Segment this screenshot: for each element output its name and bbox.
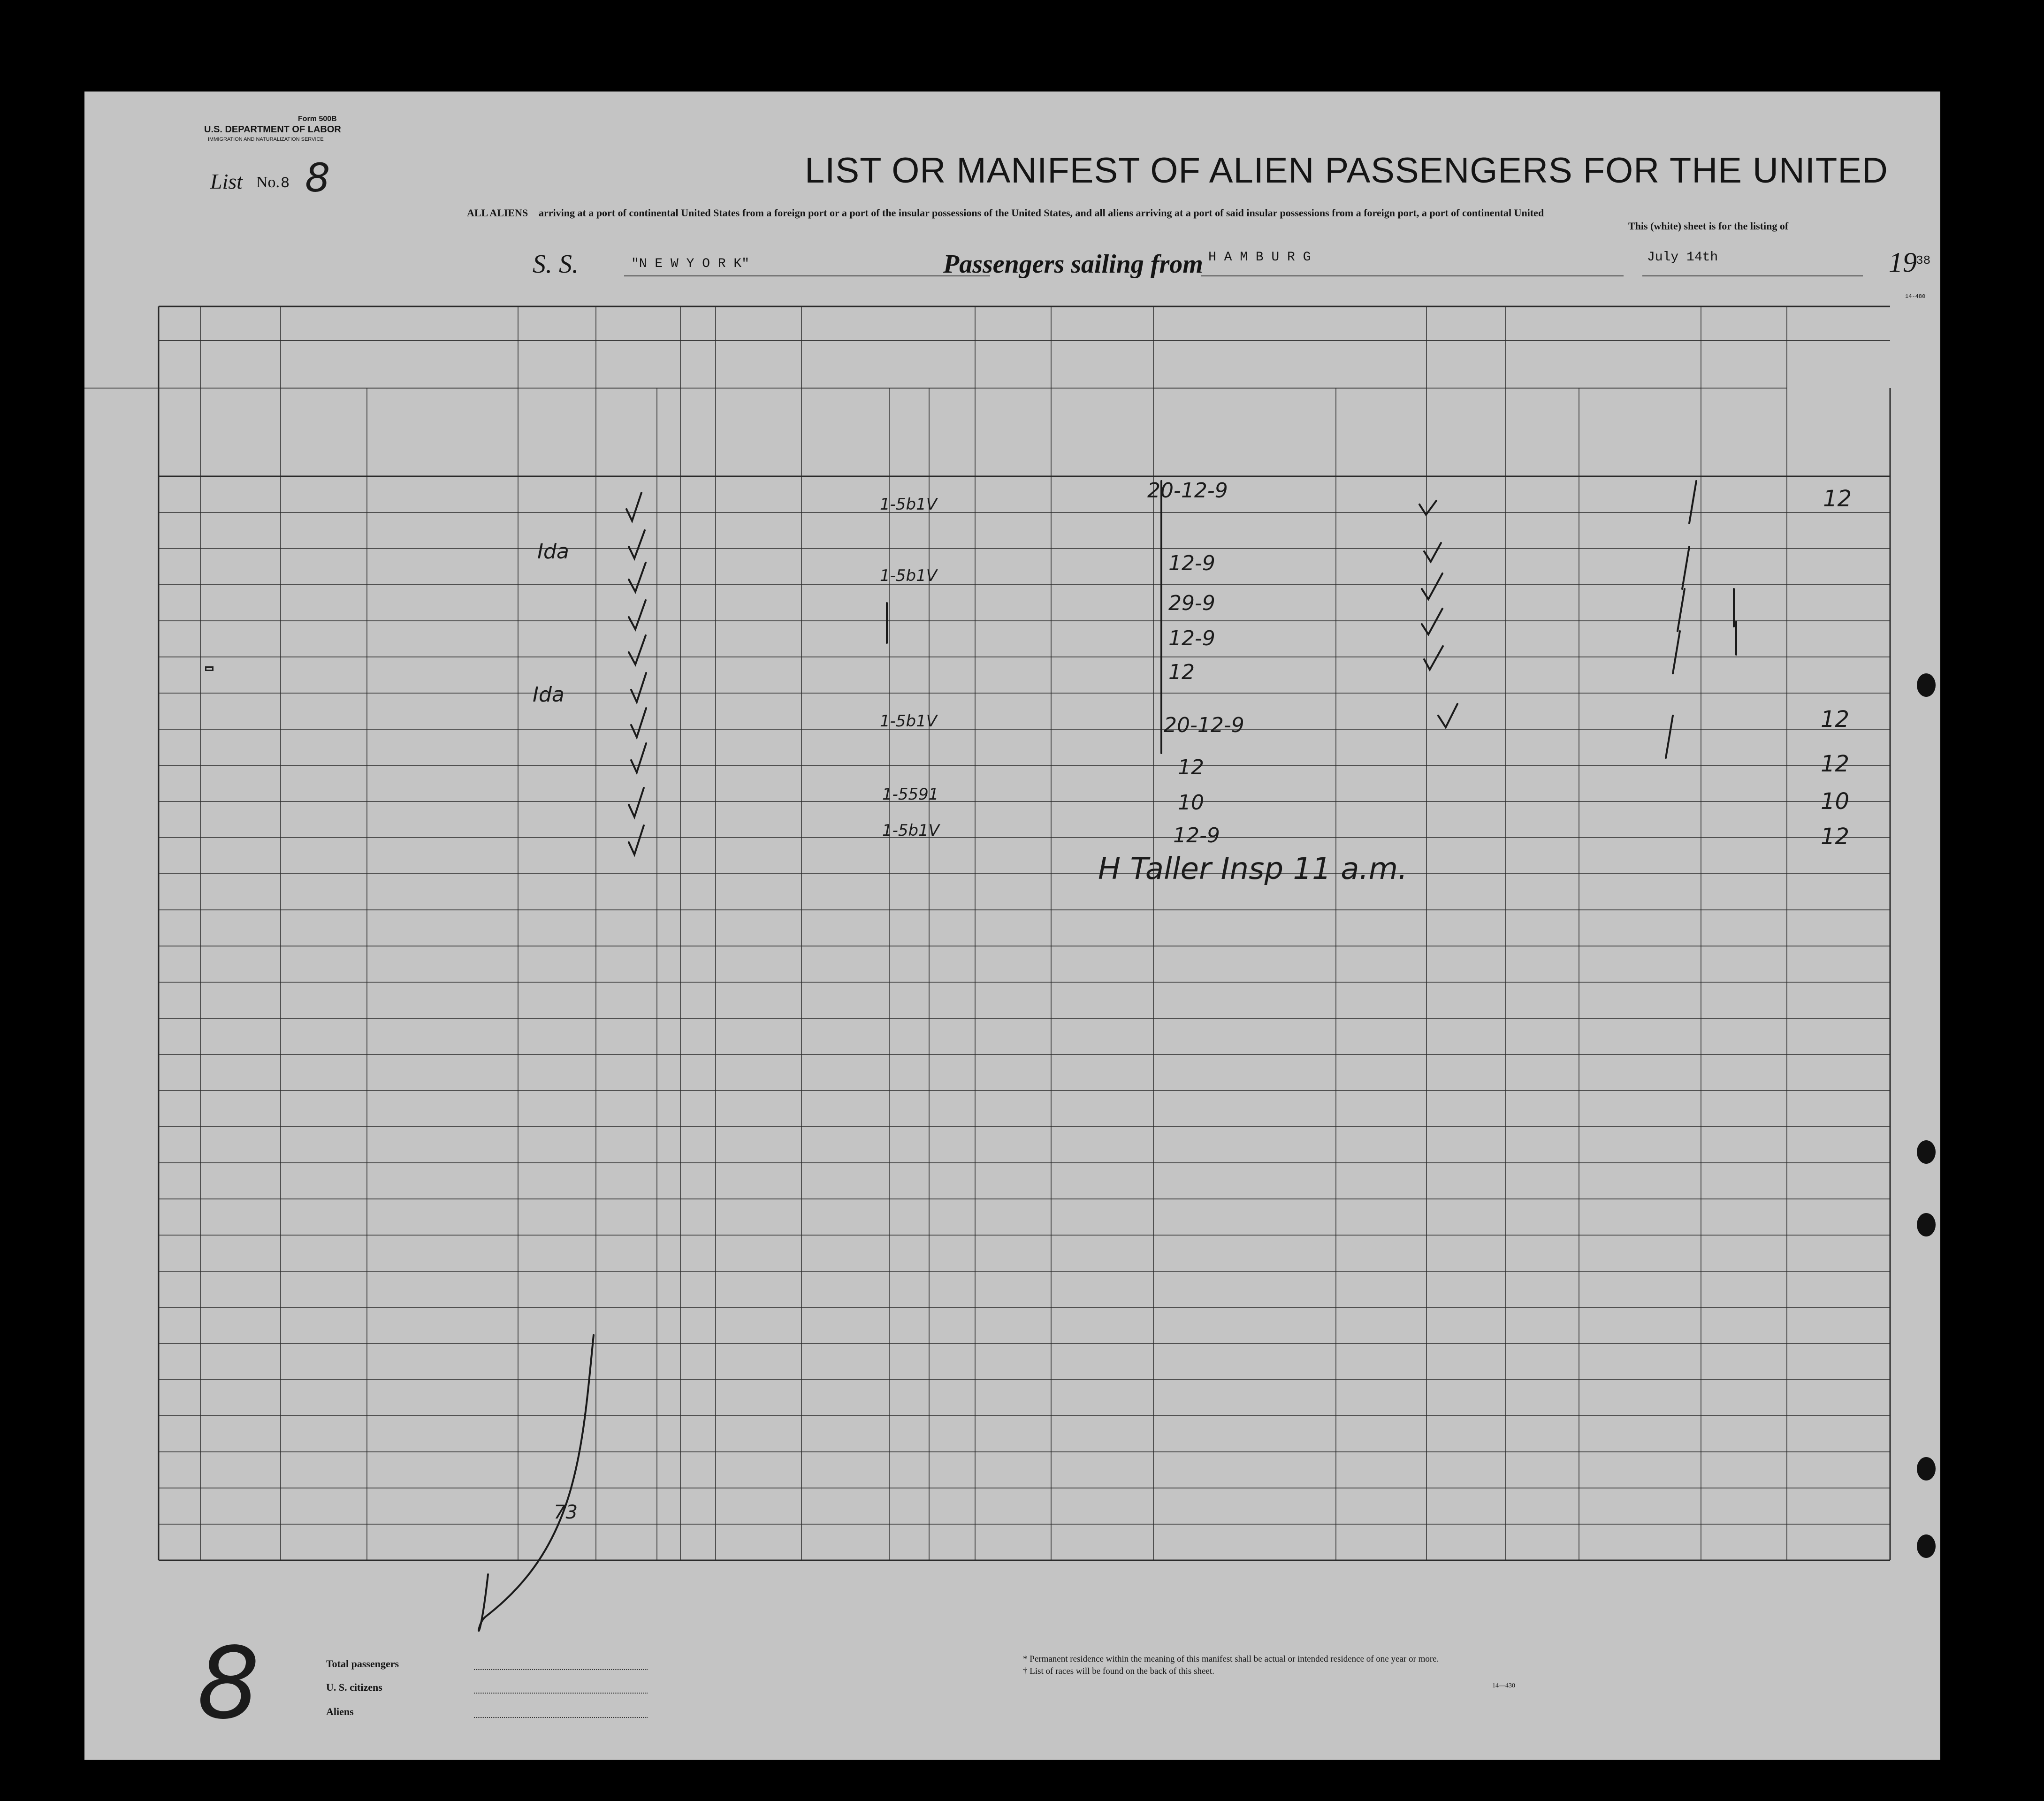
hand-code-birth: 12-9: [1168, 551, 1215, 575]
hand-res-code: 12: [1823, 486, 1852, 512]
instruction-line-2: This (white) sheet is for the listing of: [1628, 220, 1789, 232]
hand-code-birth: 29-9: [1168, 591, 1215, 615]
hand-code-birth: 10: [1178, 791, 1204, 815]
binder-hole: [1917, 1140, 1936, 1164]
binder-hole: [1917, 673, 1936, 697]
hand-code-lang: 1-5b1V: [882, 821, 940, 840]
tally-number: 73: [554, 1502, 578, 1523]
department-name: U.S. DEPARTMENT OF LABOR: [204, 124, 341, 135]
service-name: IMMIGRATION AND NATURALIZATION SERVICE: [208, 137, 324, 142]
hand-res-code: 12: [1821, 706, 1850, 733]
hand-code-birth: 20-12-9: [1164, 713, 1244, 737]
sailing-from-label: Passengers sailing from: [943, 250, 1203, 279]
binder-hole: [1917, 1534, 1936, 1558]
hand-res-code: 12: [1821, 751, 1850, 777]
footer-code: 14—430: [1492, 1682, 1515, 1689]
inspector-signature: H Taller Insp 11 a.m.: [1098, 852, 1408, 886]
binder-hole: [1917, 1213, 1936, 1236]
hand-code-birth: 12-9: [1168, 626, 1215, 650]
list-no-typed: 8: [281, 175, 290, 192]
check-mark: [626, 493, 641, 521]
check-mark: [1438, 704, 1457, 727]
manifest-sheet: [84, 92, 1940, 1760]
residence-tick: [1689, 481, 1696, 523]
check-mark: [631, 673, 646, 702]
hand-code-birth: 12-9: [1173, 824, 1220, 847]
instruction-line-1: arriving at a port of continental United States from a foreign port or a port of the insular possessions of the United States, and all aliens arriving at a port of said insular possessions from a foreign port, a port of continental United: [539, 207, 1544, 219]
check-mark: [1422, 609, 1442, 634]
form-number: Form 500B: [298, 115, 337, 123]
year-prefix: 19: [1889, 247, 1917, 278]
residence-tick: [1678, 589, 1685, 631]
check-mark: [631, 708, 646, 737]
margin-number: 8: [197, 1626, 260, 1741]
aliens-label: Aliens: [326, 1706, 354, 1717]
total-passengers-label: Total passengers: [326, 1658, 399, 1670]
hand-code-lang: 1-5b1V: [880, 495, 938, 514]
hand-code-lang: 1-5b1V: [880, 712, 938, 731]
list-label: List: [210, 169, 243, 193]
instruction-label: ALL ALIENS: [467, 207, 528, 219]
check-mark: [1422, 573, 1442, 599]
hand-code-lang: 1-5b1V: [880, 566, 938, 585]
hand-code-birth: 12: [1178, 756, 1204, 779]
us-citizens-label: U. S. citizens: [326, 1681, 382, 1693]
hand-initials: Ida: [533, 683, 564, 707]
check-mark: [629, 825, 644, 855]
residence-tick: [1673, 631, 1680, 673]
check-mark: [629, 600, 646, 629]
binder-hole: [1917, 1457, 1936, 1480]
us-citizens-line: [474, 1693, 648, 1694]
manifest-title: LIST OR MANIFEST OF ALIEN PASSENGERS FOR THE UNITED: [805, 151, 1888, 191]
tally-stroke: [479, 1335, 594, 1631]
hand-code-lang: 1-5591: [882, 785, 939, 804]
check-mark: [631, 743, 646, 772]
check-mark: [629, 788, 644, 817]
hand-res-code: 10: [1821, 788, 1850, 815]
year-suffix: 38: [1916, 253, 1931, 267]
list-no-handwritten: 8: [305, 155, 330, 201]
check-mark: [1424, 543, 1441, 562]
ship-name: "N E W Y O R K": [631, 257, 750, 271]
hand-res-code: 12: [1821, 824, 1850, 850]
aliens-line: [474, 1717, 648, 1718]
ss-label: S. S.: [533, 250, 579, 279]
handwriting-overlay: [84, 92, 1940, 1760]
check-mark: [1419, 501, 1436, 515]
check-mark: [629, 563, 646, 592]
check-mark: [1424, 646, 1443, 670]
footnote-races: † List of races will be found on the back of this sheet.: [1023, 1666, 1214, 1676]
footnote-residence: * Permanent residence within the meaning of this manifest shall be actual or intended residence of one year or more.: [1023, 1654, 1439, 1664]
total-passengers-line: [474, 1669, 648, 1670]
list-no-label: No.: [256, 174, 280, 191]
hand-initials: Ida: [537, 540, 569, 564]
hand-code-birth: 20-12-9: [1147, 479, 1228, 503]
check-mark: [629, 530, 645, 558]
corner-code: 14-480: [1905, 293, 1926, 300]
sailing-date: July 14th: [1647, 250, 1718, 265]
hand-code-birth: 12: [1168, 660, 1195, 684]
departure-port: H A M B U R G: [1208, 250, 1311, 265]
check-mark: [629, 635, 646, 664]
residence-tick: [1682, 547, 1689, 589]
residence-tick: [1666, 716, 1673, 758]
